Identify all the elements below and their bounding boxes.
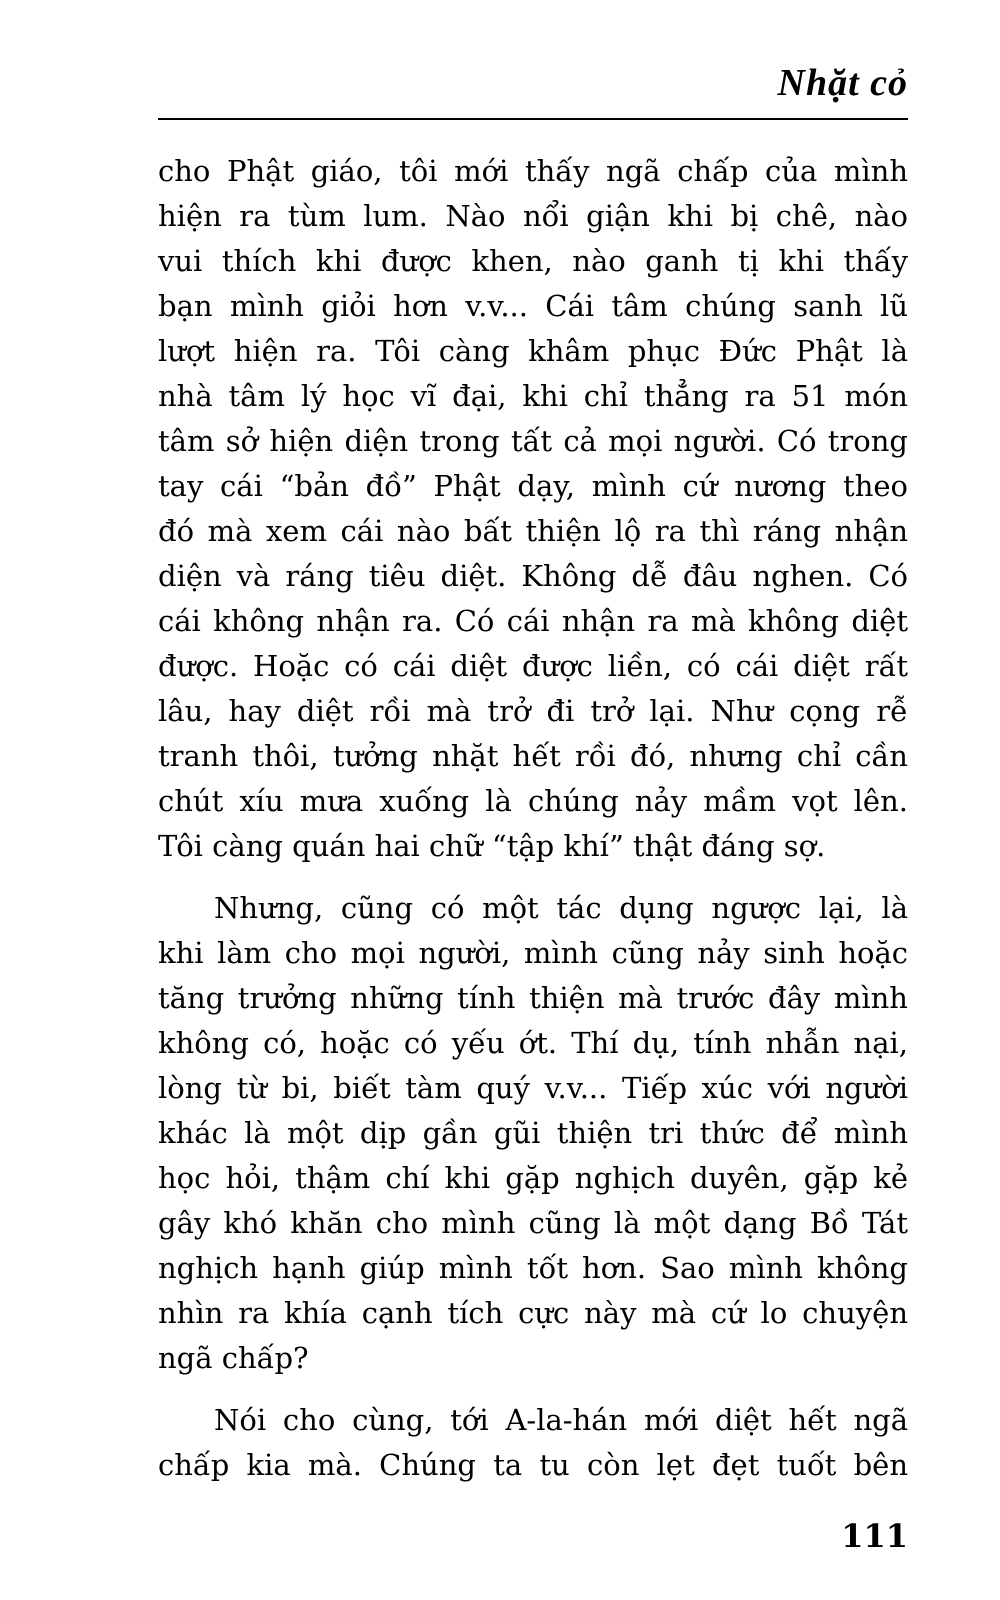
text-line: nhìn ra khía cạnh tích cực này mà cứ lo chuyện	[158, 1296, 908, 1330]
text-line: tay cái “bản đồ” Phật dạy, mình cứ nương theo	[158, 469, 908, 503]
text-line: lượt hiện ra. Tôi càng khâm phục Đức Phật là	[158, 334, 908, 368]
text-line: chút xíu mưa xuống là chúng nảy mầm vọt lên.	[158, 784, 908, 818]
text-line: diện và ráng tiêu diệt. Không dễ đâu nghen. Có	[158, 559, 908, 593]
paragraph	[158, 1398, 908, 1488]
text-line: Nhưng, cũng có một tác dụng ngược lại, là	[214, 891, 908, 925]
text-line: cho Phật giáo, tôi mới thấy ngã chấp của mình	[158, 154, 908, 188]
text-line: ngã chấp?	[158, 1341, 309, 1375]
text-line: không có, hoặc có yếu ớt. Thí dụ, tính nhẫn nại,	[158, 1026, 908, 1060]
text-line: lòng từ bi, biết tàm quý v.v... Tiếp xúc với người	[158, 1071, 908, 1105]
text-line: cái không nhận ra. Có cái nhận ra mà không diệt	[158, 604, 908, 638]
running-title: Nhặt cỏ	[777, 62, 908, 104]
paragraph	[158, 886, 908, 1381]
text-line: đó mà xem cái nào bất thiện lộ ra thì ráng nhận	[158, 514, 908, 548]
text-line: gây khó khăn cho mình cũng là một dạng Bồ Tát	[158, 1206, 908, 1240]
text-line: chấp kia mà. Chúng ta tu còn lẹt đẹt tuốt bên	[158, 1448, 908, 1482]
text-line: nghịch hạnh giúp mình tốt hơn. Sao mình không	[158, 1251, 908, 1285]
text-line: nhà tâm lý học vĩ đại, khi chỉ thẳng ra 51 món	[158, 379, 908, 413]
text-line: lâu, hay diệt rồi mà trở đi trở lại. Như cọng rễ	[158, 694, 908, 728]
text-line: học hỏi, thậm chí khi gặp nghịch duyên, gặp kẻ	[158, 1161, 908, 1195]
paragraph-gap	[158, 869, 908, 886]
text-line: Tôi càng quán hai chữ “tập khí” thật đáng sợ.	[158, 829, 826, 863]
text-line: vui thích khi được khen, nào ganh tị khi thấy	[158, 244, 908, 278]
text-line: hiện ra tùm lum. Nào nổi giận khi bị chê, nào	[158, 199, 908, 233]
text-line: tăng trưởng những tính thiện mà trước đây mình	[158, 981, 908, 1015]
page-number: 111	[841, 1517, 908, 1555]
text-line: tâm sở hiện diện trong tất cả mọi người. Có trong	[158, 424, 908, 458]
paragraph-gap	[158, 1381, 908, 1398]
text-line: Nói cho cùng, tới A-la-hán mới diệt hết ngã	[214, 1403, 908, 1437]
text-line: bạn mình giỏi hơn v.v... Cái tâm chúng sanh lũ	[158, 289, 908, 323]
header-rule	[158, 118, 908, 120]
text-line: khi làm cho mọi người, mình cũng nảy sinh hoặc	[158, 936, 908, 970]
text-line: khác là một dịp gần gũi thiện tri thức để mình	[158, 1116, 908, 1150]
paragraph	[158, 149, 908, 869]
text-line: tranh thôi, tưởng nhặt hết rồi đó, nhưng chỉ cần	[158, 739, 908, 773]
body-text	[158, 149, 908, 1488]
text-line: được. Hoặc có cái diệt được liền, có cái diệt rất	[158, 649, 908, 683]
